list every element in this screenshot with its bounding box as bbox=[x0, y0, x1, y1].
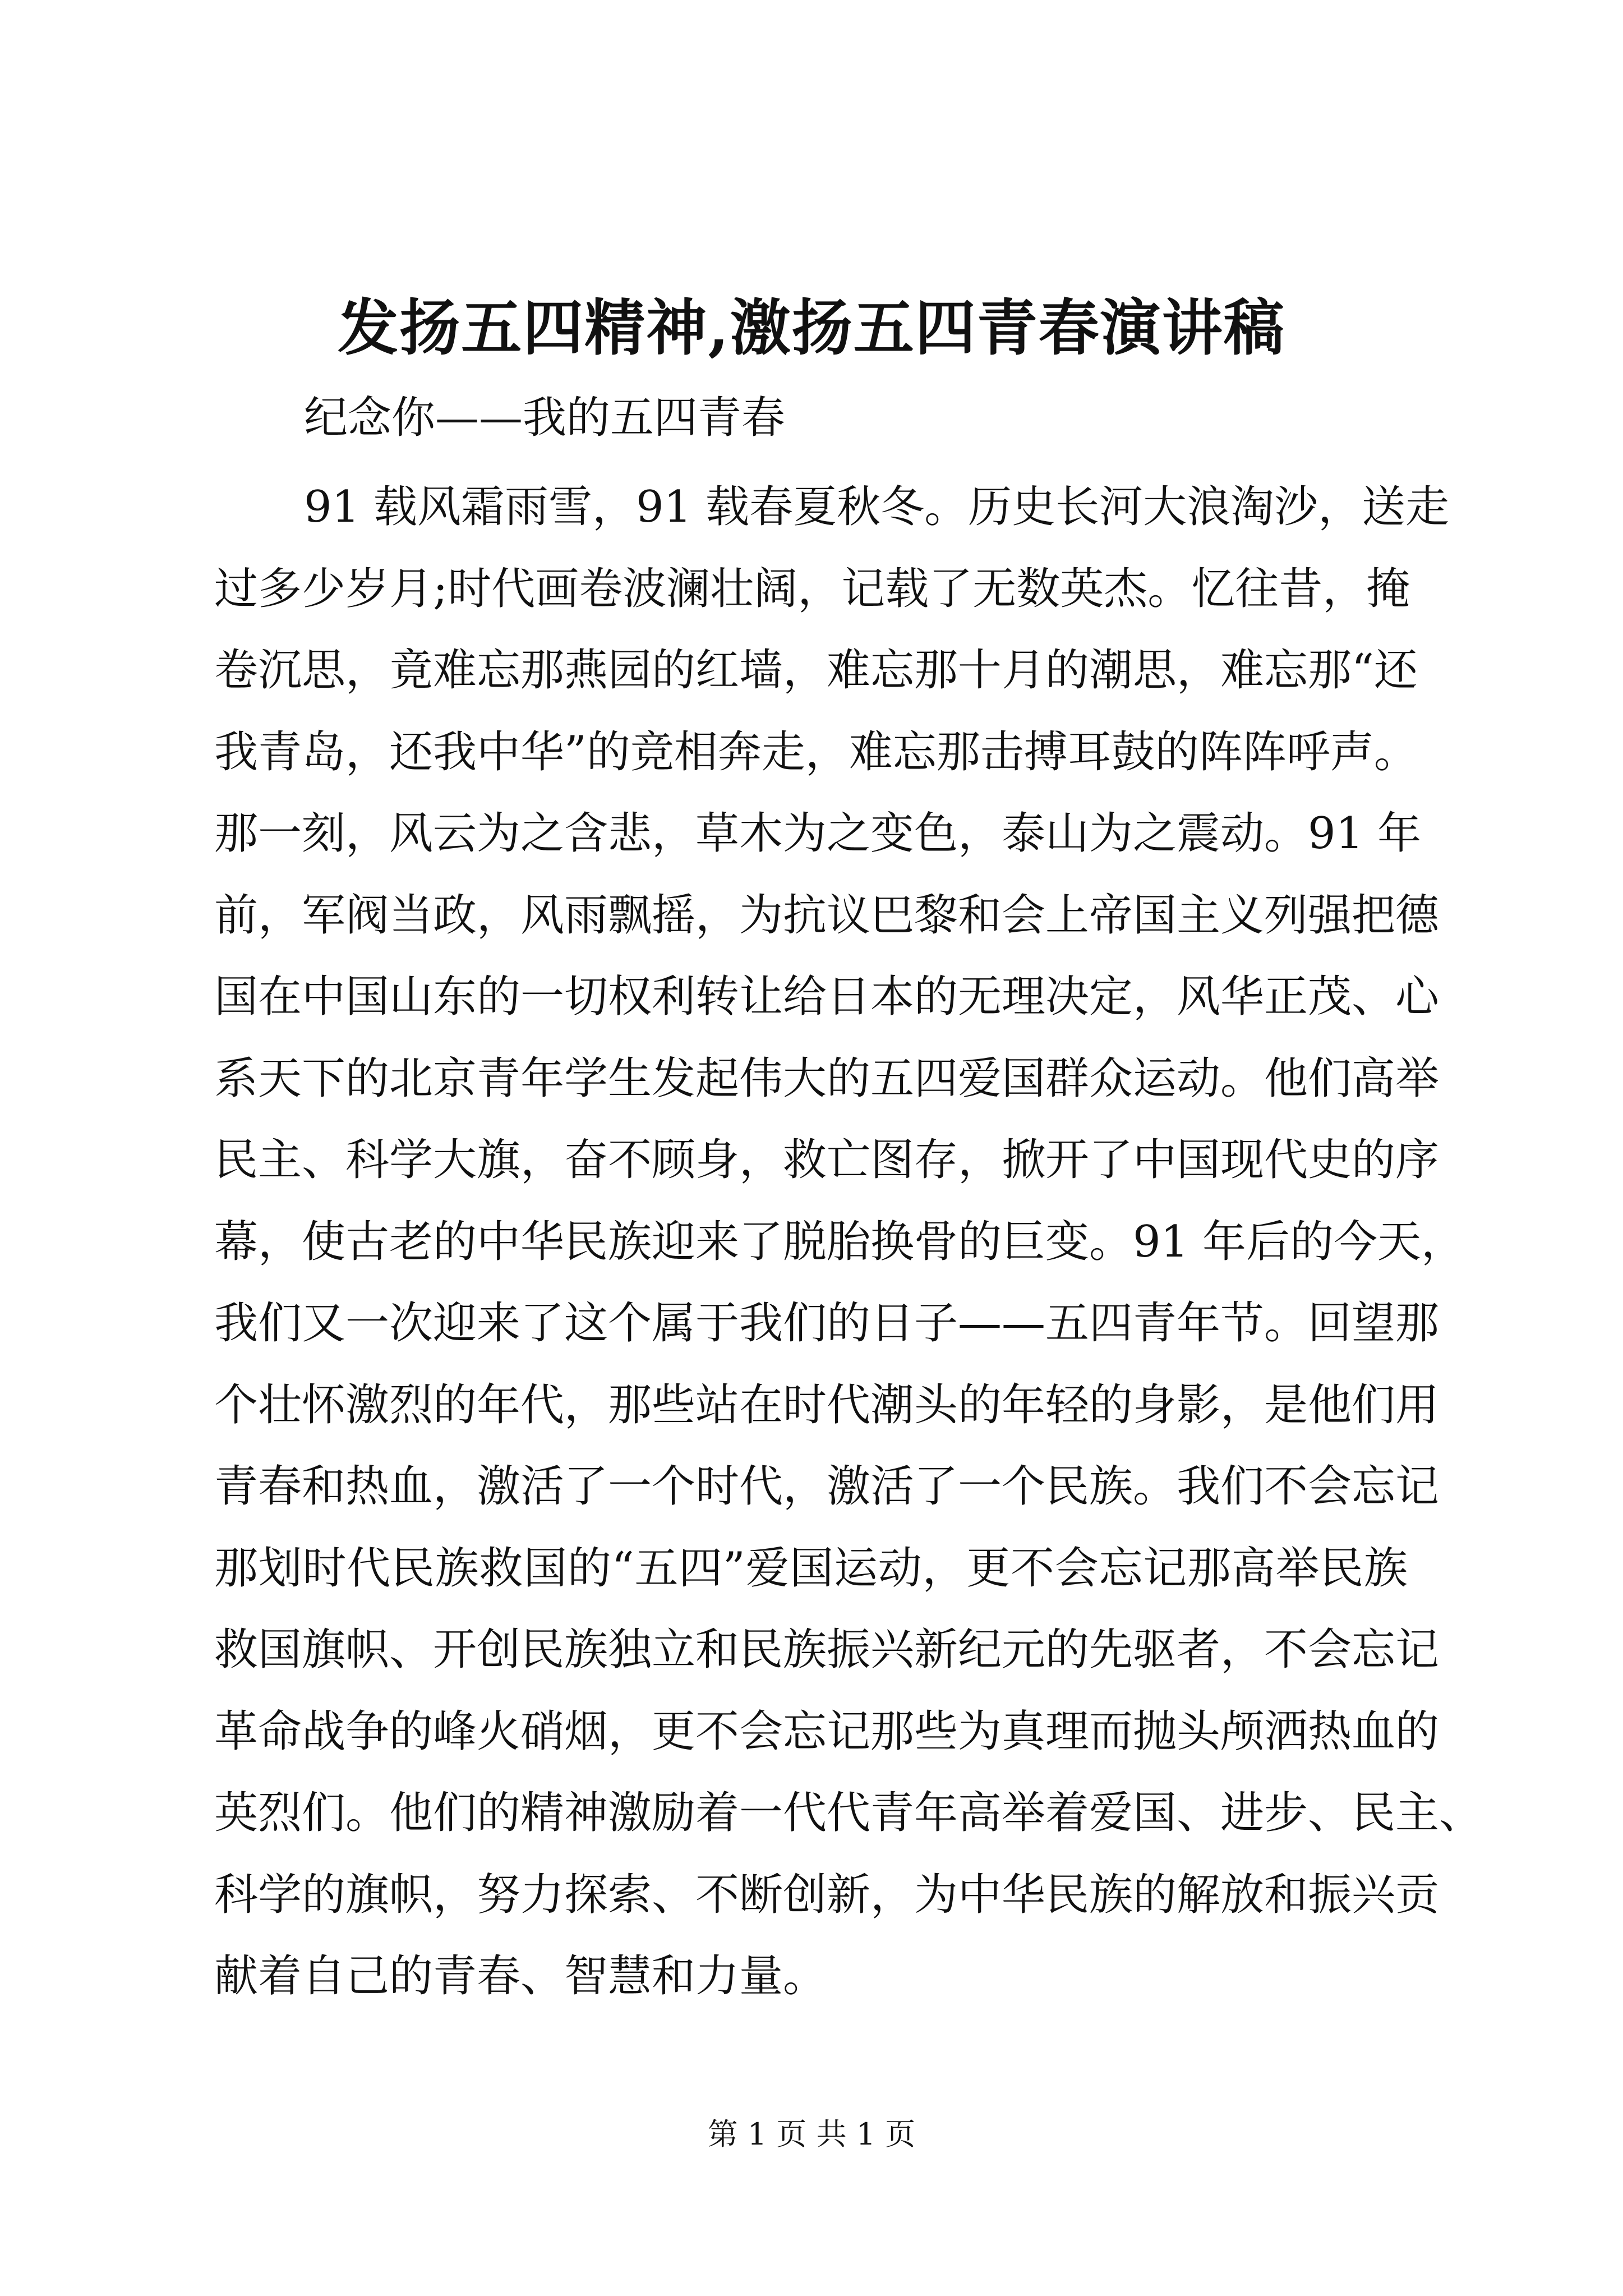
paragraph-line: 民主、科学大旗，奋不顾身，救亡图存，掀开了中国现代史的序 bbox=[214, 1135, 1440, 1185]
paragraph-line: 个壮怀激烈的年代，那些站在时代潮头的年轻的身影，是他们用 bbox=[214, 1379, 1440, 1430]
paragraph-line: 过多少岁月;时代画卷波澜壮阔，记载了无数英杰。忆往昔，掩 bbox=[214, 563, 1410, 614]
paragraph-line: 前，军阀当政，风雨飘摇，为抗议巴黎和会上帝国主义列强把德 bbox=[214, 890, 1440, 941]
paragraph-line: 幕，使古老的中华民族迎来了脱胎换骨的巨变。91 年后的今天， bbox=[214, 1216, 1465, 1267]
page-footer: 第 1 页 共 1 页 bbox=[707, 2116, 916, 2152]
body-paragraph bbox=[214, 467, 1483, 2018]
paragraph-line: 献着自己的青春、智慧和力量。 bbox=[214, 1951, 827, 2001]
document-subtitle: 纪念你——我的五四青春 bbox=[304, 393, 786, 443]
paragraph-line: 科学的旗帜，努力探索、不断创新，为中华民族的解放和振兴贡 bbox=[214, 1869, 1440, 1920]
paragraph-line: 青春和热血，激活了一个时代，激活了一个民族。我们不会忘记 bbox=[214, 1461, 1440, 1512]
paragraph-line: 我青岛，还我中华”的竞相奔走，难忘那击搏耳鼓的阵阵呼声。 bbox=[214, 726, 1418, 777]
paragraph-line: 系天下的北京青年学生发起伟大的五四爱国群众运动。他们高举 bbox=[214, 1053, 1440, 1104]
paragraph-line: 卷沉思，竟难忘那燕园的红墙，难忘那十月的潮思，难忘那“还 bbox=[214, 645, 1418, 696]
paragraph-line: 我们又一次迎来了这个属于我们的日子——五四青年节。回望那 bbox=[214, 1298, 1440, 1349]
paragraph-line: 那划时代民族救国的“五四”爱国运动，更不会忘记那高举民族 bbox=[214, 1543, 1408, 1594]
paragraph-line: 91 载风霜雨雪，91 载春夏秋冬。历史长河大浪淘沙，送走 bbox=[304, 482, 1450, 532]
paragraph-line: 救国旗帜、开创民族独立和民族振兴新纪元的先驱者，不会忘记 bbox=[214, 1625, 1440, 1675]
paragraph-line: 那一刻，风云为之含悲，草木为之变色，泰山为之震动。91 年 bbox=[214, 808, 1422, 859]
paragraph-line: 英烈们。他们的精神激励着一代代青年高举着爱国、进步、民主、 bbox=[214, 1788, 1483, 1838]
paragraph-line: 国在中国山东的一切权利转让给日本的无理决定，风华正茂、心 bbox=[214, 972, 1440, 1022]
document-title: 发扬五四精神,激扬五四青春演讲稿 bbox=[338, 293, 1285, 364]
paragraph-line: 革命战争的峰火硝烟，更不会忘记那些为真理而抛头颅洒热血的 bbox=[214, 1706, 1440, 1757]
